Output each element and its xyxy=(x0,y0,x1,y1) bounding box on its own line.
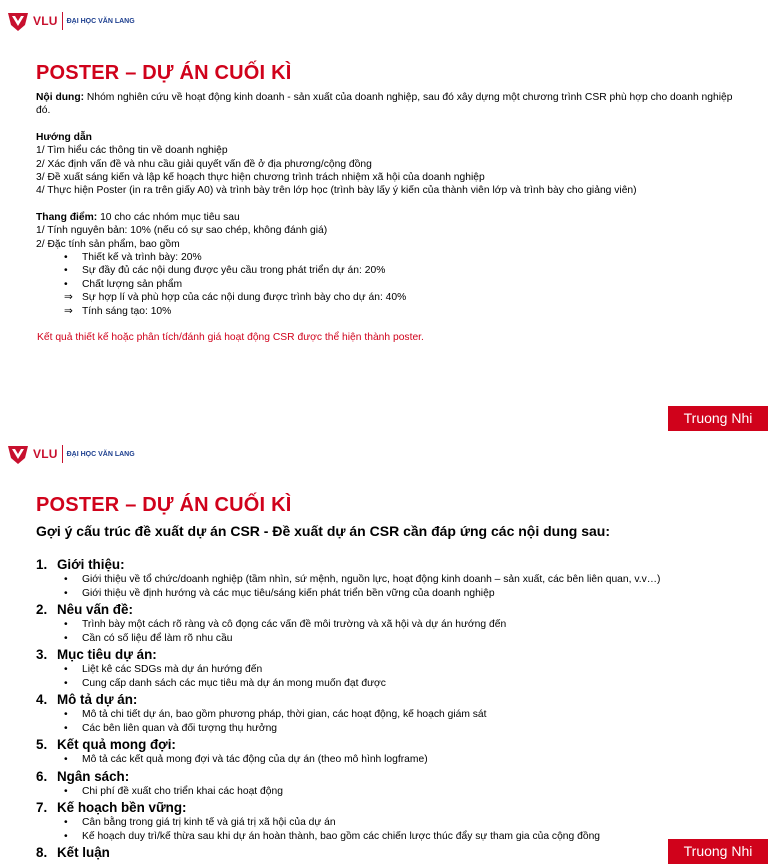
list-item: • Cân bằng trong giá trị kinh tế và giá trị xã hội của dự án xyxy=(36,816,756,830)
slide-subtitle: Gợi ý cấu trúc đề xuất dự án CSR - Đề xuất dự án CSR cần đáp ứng các nội dung sau: xyxy=(36,523,611,539)
section-list xyxy=(36,573,756,600)
score-sub-item: ⇒ Sự hợp lí và phù hợp của các nội dung được trình bày cho dự án: 40% xyxy=(64,292,407,304)
logo-divider xyxy=(62,445,63,463)
logo-university-name: ĐẠI HỌC VĂN LANG xyxy=(66,450,135,458)
vlu-logo xyxy=(7,441,135,467)
section-intro xyxy=(36,557,756,600)
guide-item: 1/ Tìm hiểu các thông tin về doanh nghiệp xyxy=(36,145,228,157)
score-text: 10 cho các nhóm mục tiêu sau xyxy=(97,211,240,223)
score-paragraph xyxy=(36,211,736,224)
list-item: • Giới thiệu về định hướng và các mục tiêu/sáng kiến phát triển bền vững của doanh nghiệp xyxy=(36,587,756,601)
logo-university-name: ĐẠI HỌC VĂN LANG xyxy=(66,17,135,25)
section-heading: 5. Kết quả mong đợi: xyxy=(36,737,176,752)
arrow-marker: ⇒ xyxy=(64,292,73,304)
section-heading: 4. Mô tả dự án: xyxy=(36,692,138,707)
guide-item: 4/ Thực hiện Poster (in ra trên giấy A0) và trình bày trên lớp học (trình bày lấy ý kiến của thành viên lớp và trình bày cho giảng viên) xyxy=(36,185,637,197)
list-item: • Cung cấp danh sách các mục tiêu mà dự án mong muốn đạt được xyxy=(36,677,756,691)
score-label: Thang điểm: xyxy=(36,211,98,223)
content-text: Nhóm nghiên cứu về hoạt động kinh doanh - sản xuất của doanh nghiệp, sau đó xây dựng một chương trình CSR phù hợp cho doanh nghiệp đó. xyxy=(36,92,733,117)
poster-note: Kết quả thiết kế hoặc phân tích/đánh giá hoạt động CSR được thể hiện thành poster. xyxy=(37,332,424,343)
section-expected-results xyxy=(36,737,756,767)
list-item: • Giới thiệu về tổ chức/doanh nghiệp (tầm nhìn, sứ mệnh, nguồn lực, hoạt động kinh doanh – sản xuất, các bên liên quan, v.v…) xyxy=(36,573,756,587)
slide-body xyxy=(36,91,736,318)
list-item: • Chi phí đề xuất cho triển khai các hoạt động xyxy=(36,785,756,799)
slide-title: POSTER – DỰ ÁN CUỐI KÌ xyxy=(36,494,292,516)
section-budget xyxy=(36,769,756,799)
list-item: • Các bên liên quan và đối tượng thụ hưởng xyxy=(36,722,756,736)
list-item: • Trình bày một cách rõ ràng và cô đọng các vấn đề môi trường và xã hội và dự án hướng đến xyxy=(36,618,756,632)
slide-2 xyxy=(0,433,768,866)
section-heading: 7. Kế hoạch bền vững: xyxy=(36,800,187,815)
vlu-shield-icon xyxy=(7,443,29,465)
guide-heading: Hướng dẫn xyxy=(36,131,92,143)
section-list xyxy=(36,708,756,735)
content-paragraph xyxy=(36,91,736,118)
slide-title: POSTER – DỰ ÁN CUỐI KÌ xyxy=(36,62,292,84)
proposal-sections xyxy=(36,557,756,863)
bullet-marker: • xyxy=(64,252,68,264)
section-problem xyxy=(36,602,756,645)
section-list xyxy=(36,753,756,767)
score-sub-item: • Sự đầy đủ các nội dung được yêu cầu trong phát triển dự án: 20% xyxy=(64,265,386,277)
logo-short: VLU xyxy=(33,447,58,461)
score-sub-item: • Chất lượng sản phẩm xyxy=(64,278,183,290)
section-sustainability xyxy=(36,800,756,843)
section-heading: 3. Mục tiêu dự án: xyxy=(36,647,157,662)
section-heading: 6. Ngân sách: xyxy=(36,768,130,784)
section-list xyxy=(36,785,756,799)
score-sub-list xyxy=(36,251,736,318)
content-label: Nội dung: xyxy=(36,92,85,103)
guide-item: 3/ Đề xuất sáng kiến và lập kế hoạch thực hiện chương trình trách nhiệm xã hội của doanh nghiệp xyxy=(36,172,485,184)
list-item: • Mô tả các kết quả mong đợi và tác động của dự án (theo mô hình logframe) xyxy=(36,753,756,767)
section-heading: 2. Nêu vấn đề: xyxy=(36,602,133,617)
section-description xyxy=(36,692,756,735)
logo-short: VLU xyxy=(33,14,58,28)
section-objectives xyxy=(36,647,756,690)
logo-divider xyxy=(62,12,63,30)
score-sub-item: • Thiết kế và trình bày: 20% xyxy=(64,252,202,264)
arrow-marker: ⇒ xyxy=(64,305,73,317)
list-item: • Cần có số liệu để làm rõ nhu cầu xyxy=(36,632,756,646)
section-list xyxy=(36,663,756,690)
bullet-marker: • xyxy=(64,278,68,290)
section-list xyxy=(36,618,756,645)
list-item: • Liệt kê các SDGs mà dự án hướng đến xyxy=(36,663,756,677)
section-list xyxy=(36,816,756,843)
vlu-logo xyxy=(7,8,135,34)
score-item: 2/ Đặc tính sản phẩm, bao gồm xyxy=(36,238,180,250)
score-item: 1/ Tính nguyên bản: 10% (nếu có sự sao chép, không đánh giá) xyxy=(36,225,328,237)
bullet-marker: • xyxy=(64,265,68,277)
guide-item: 2/ Xác định vấn đề và nhu cầu giải quyết vấn đề ở địa phương/cộng đồng xyxy=(36,158,372,170)
list-item: • Kế hoạch duy trì/kế thừa sau khi dự án hoàn thành, bao gồm các chiến lược thúc đẩy sự tham gia của cộng đồng xyxy=(36,830,756,844)
section-heading: 8. Kết luận xyxy=(36,845,110,860)
author-tag: Truong Nhi xyxy=(668,406,768,431)
section-heading: 1. Giới thiệu: xyxy=(36,557,125,572)
section-conclusion xyxy=(36,845,756,861)
author-tag: Truong Nhi xyxy=(668,839,768,864)
vlu-shield-icon xyxy=(7,10,29,32)
list-item: • Mô tả chi tiết dự án, bao gồm phương pháp, thời gian, các hoạt động, kế hoạch giám sát xyxy=(36,708,756,722)
score-sub-item: ⇒ Tính sáng tạo: 10% xyxy=(64,305,172,317)
